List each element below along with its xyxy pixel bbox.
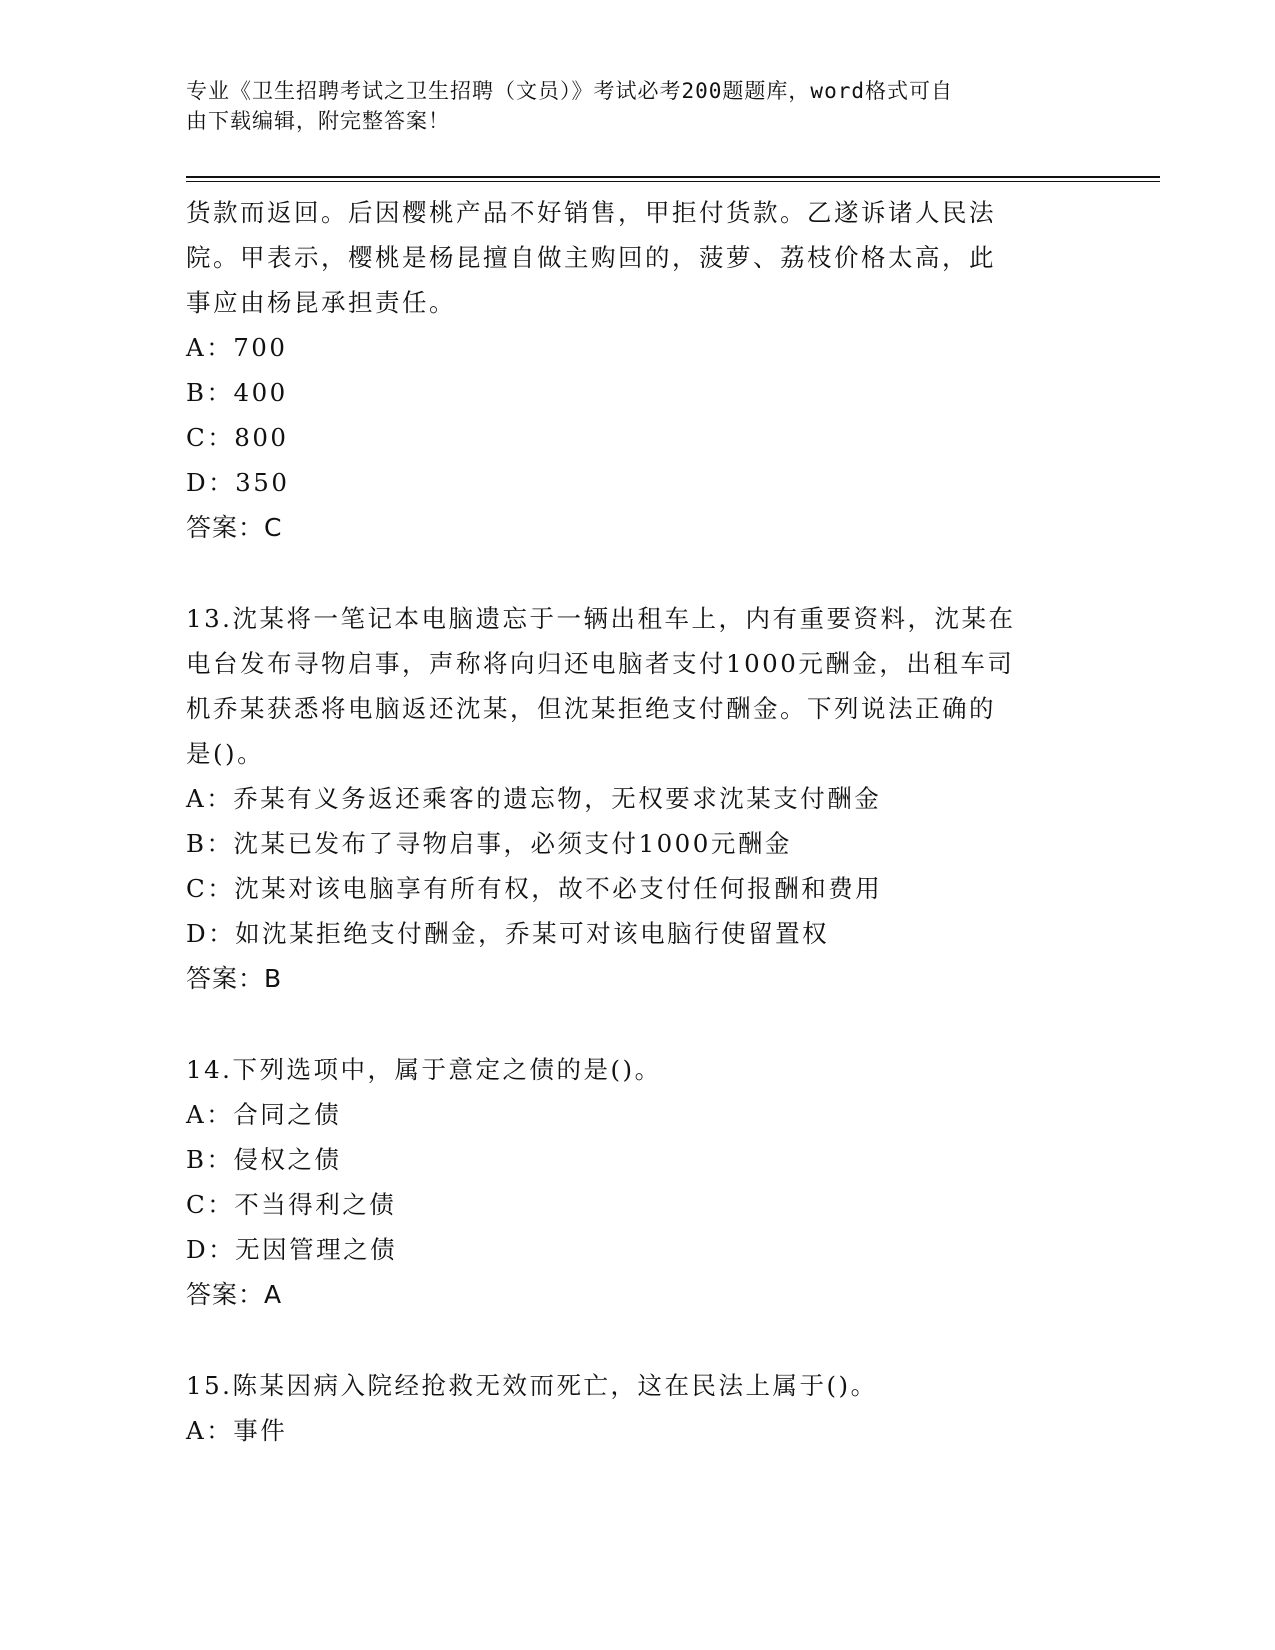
spacer: [186, 1317, 1086, 1363]
option-c: C：800: [186, 423, 289, 452]
answer-label: 答案：B: [186, 964, 283, 993]
question-text-line: 机乔某获悉将电脑返还沈某，但沈某拒绝支付酬金。下列说法正确的: [186, 694, 996, 723]
answer-label: 答案：C: [186, 513, 283, 542]
question-text-line: 是()。: [186, 739, 265, 768]
header-line-1: 专业《卫生招聘考试之卫生招聘（文员）》考试必考200题题库，word格式可自: [186, 79, 953, 103]
question-text-line: 院。甲表示，樱桃是杨昆擅自做主购回的，菠萝、荔枝价格太高，此: [186, 243, 996, 272]
question-text-line: 货款而返回。后因樱桃产品不好销售，甲拒付货款。乙遂诉诸人民法: [186, 198, 996, 227]
header-line-2: 由下载编辑，附完整答案！: [186, 109, 450, 133]
question-15: [186, 1363, 1086, 1453]
spacer: [186, 1001, 1086, 1047]
option-a: A：事件: [186, 1416, 288, 1445]
question-12-continued: [186, 190, 1086, 550]
question-13: [186, 596, 1086, 1001]
option-d: D：如沈某拒绝支付酬金，乔某可对该电脑行使留置权: [186, 919, 830, 948]
document-header: [186, 76, 1086, 136]
option-b: B：400: [186, 378, 288, 407]
question-14: [186, 1047, 1086, 1317]
option-d: D：350: [186, 468, 290, 497]
option-b: B：侵权之债: [186, 1145, 342, 1174]
document-body: [186, 190, 1086, 1453]
spacer: [186, 550, 1086, 596]
option-a: A：合同之债: [186, 1100, 342, 1129]
option-d: D：无因管理之债: [186, 1235, 398, 1264]
header-divider-thin: [186, 181, 1160, 182]
question-text-line: 事应由杨昆承担责任。: [186, 288, 456, 317]
answer-label: 答案：A: [186, 1280, 283, 1309]
option-c: C：不当得利之债: [186, 1190, 397, 1219]
question-text-line: 13.沈某将一笔记本电脑遗忘于一辆出租车上，内有重要资料，沈某在: [186, 604, 1016, 633]
option-a: A：700: [186, 333, 288, 362]
header-divider-thick: [186, 176, 1160, 178]
option-c: C：沈某对该电脑享有所有权，故不必支付任何报酬和费用: [186, 874, 883, 903]
option-b: B：沈某已发布了寻物启事，必须支付1000元酬金: [186, 829, 792, 858]
option-a: A：乔某有义务返还乘客的遗忘物，无权要求沈某支付酬金: [186, 784, 882, 813]
question-text-line: 15.陈某因病入院经抢救无效而死亡，这在民法上属于()。: [186, 1371, 878, 1400]
question-text-line: 电台发布寻物启事，声称将向归还电脑者支付1000元酬金，出租车司: [186, 649, 1015, 678]
question-text-line: 14.下列选项中，属于意定之债的是()。: [186, 1055, 662, 1084]
